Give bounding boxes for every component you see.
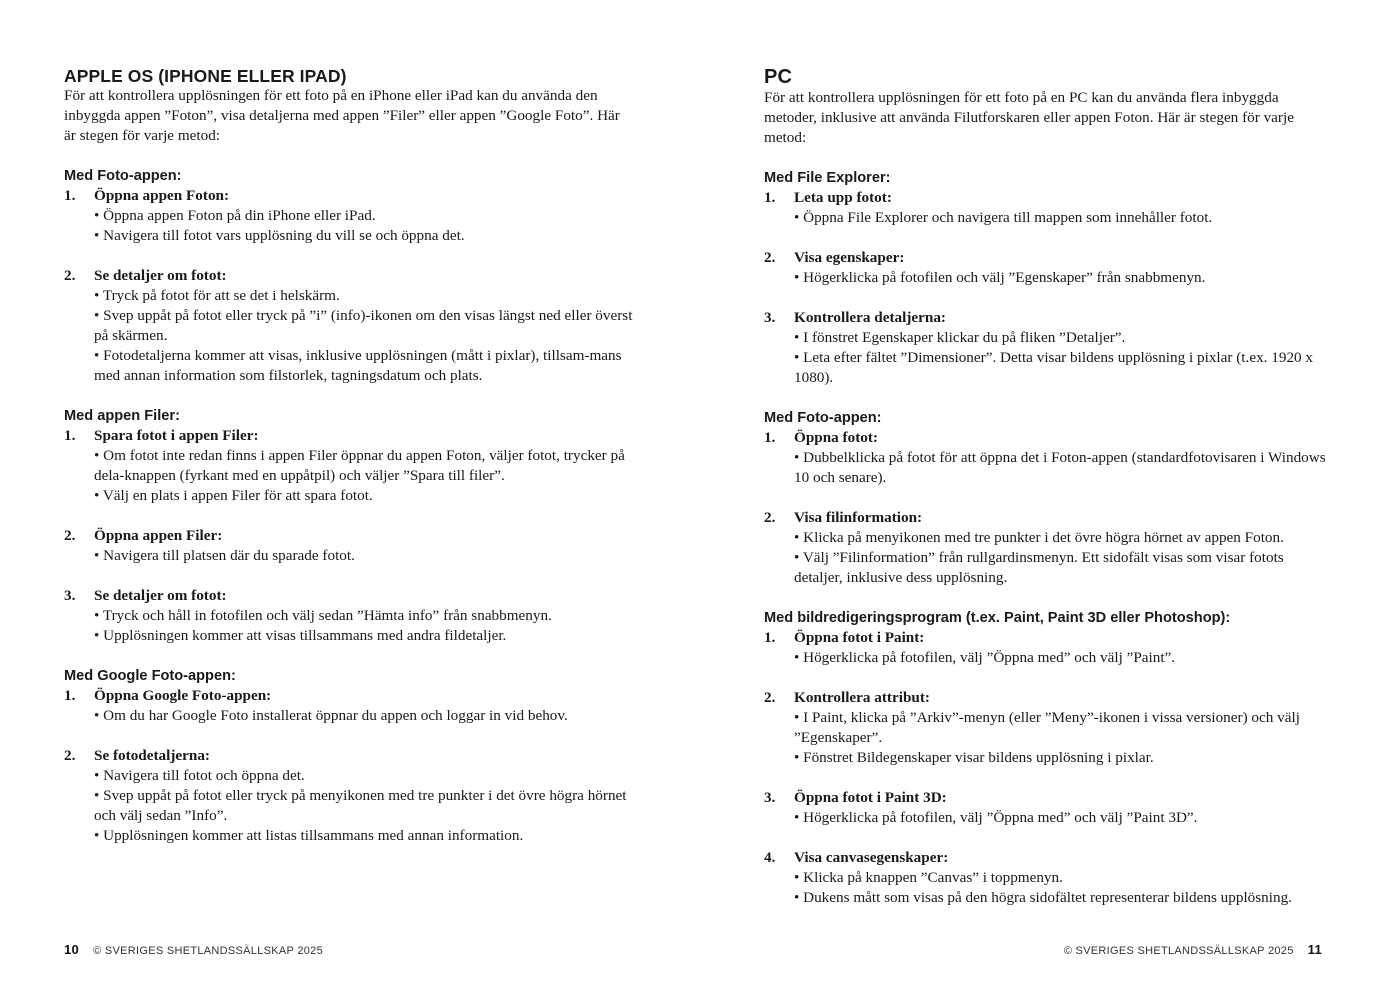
step-title <box>764 248 1334 268</box>
bullet-item: • Navigera till platsen där du sparade fotot. <box>94 546 634 566</box>
step-title-text: Visa canvasegenskaper: <box>794 849 949 866</box>
bullet-item: • Klicka på knappen ”Canvas” i toppmenyn. <box>794 868 1334 888</box>
sections <box>764 168 1334 908</box>
bullet-list <box>64 606 634 646</box>
bullet-list <box>764 448 1334 488</box>
bullet-list <box>64 546 634 566</box>
step-number: 4. <box>764 849 776 866</box>
bullet-item: • Upplösningen kommer att visas tillsammans med andra fildetaljer. <box>94 626 634 646</box>
step <box>64 266 634 386</box>
bullet-list <box>64 286 634 386</box>
step <box>64 186 634 246</box>
step <box>64 586 634 646</box>
step-title <box>764 508 1334 528</box>
step-title <box>764 788 1334 808</box>
section-heading: Med Foto-appen: <box>764 410 882 426</box>
bullet-list <box>764 328 1334 388</box>
bullet-item: • I Paint, klicka på ”Arkiv”-menyn (eller ”Meny”-ikonen i vissa versioner) och välj ”Egenskaper”. <box>794 708 1334 748</box>
bullet-item: • Öppna File Explorer och navigera till mappen som innehåller fotot. <box>794 208 1334 228</box>
step-title-text: Spara fotot i appen Filer: <box>94 427 259 444</box>
step-title <box>64 266 634 286</box>
step-title-text: Leta upp fotot: <box>794 189 892 206</box>
step <box>764 188 1334 228</box>
bullet-item: • Klicka på menyikonen med tre punkter i det övre högra hörnet av appen Foton. <box>794 528 1334 548</box>
section <box>64 166 634 386</box>
section-heading: Med Foto-appen: <box>64 168 182 184</box>
step <box>764 428 1334 488</box>
step-title <box>764 688 1334 708</box>
bullet-item: • Leta efter fältet ”Dimensioner”. Detta visar bildens upplösning i pixlar (t.ex. 1920 x 1080). <box>794 348 1334 388</box>
bullet-item: • Om du har Google Foto installerat öppnar du appen och loggar in vid behov. <box>94 706 634 726</box>
step-number: 2. <box>64 527 76 544</box>
step <box>764 688 1334 768</box>
right-page <box>764 0 1334 981</box>
step-title-text: Öppna fotot i Paint 3D: <box>794 789 947 806</box>
bullet-item: • Högerklicka på fotofilen, välj ”Öppna med” och välj ”Paint”. <box>794 648 1334 668</box>
step-title <box>764 628 1334 648</box>
bullet-item: • Navigera till fotot och öppna det. <box>94 766 634 786</box>
step-number: 2. <box>64 267 76 284</box>
bullet-item: • Fotodetaljerna kommer att visas, inklusive upplösningen (mått i pixlar), tillsam-mans med annan information som filstorlek, tagningsdatum och plats. <box>94 346 634 386</box>
bullet-list <box>764 868 1334 908</box>
step-number: 3. <box>64 587 76 604</box>
copyright-text: © SVERIGES SHETLANDSSÄLLSKAP 2025 <box>1063 945 1294 957</box>
bullet-item: • Dubbelklicka på fotot för att öppna det i Foton-appen (standardfotovisaren i Windows 10 och senare). <box>794 448 1334 488</box>
step <box>764 308 1334 388</box>
bullet-list <box>764 208 1334 228</box>
step-title <box>64 686 634 706</box>
bullet-item: • Upplösningen kommer att listas tillsammans med annan information. <box>94 826 634 846</box>
bullet-list <box>64 446 634 506</box>
step-number: 3. <box>764 309 776 326</box>
bullet-item: • I fönstret Egenskaper klickar du på fliken ”Detaljer”. <box>794 328 1334 348</box>
intro-paragraph: För att kontrollera upplösningen för ett foto på en iPhone eller iPad kan du använda den inbyggda appen ”Foton”, visa detaljerna med appen ”Filer” eller appen ”Google Foto”. Här är stegen för varje metod: <box>64 87 620 144</box>
page-title: APPLE OS (IPHONE ELLER IPAD) <box>64 66 347 86</box>
step-title-text: Öppna appen Foton: <box>94 187 230 204</box>
bullet-list <box>764 528 1334 588</box>
bullet-item: • Svep uppåt på fotot eller tryck på menyikonen med tre punkter i det övre högra hörnet och välj sedan ”Info”. <box>94 786 634 826</box>
copyright-text: © SVERIGES SHETLANDSSÄLLSKAP 2025 <box>93 945 324 957</box>
step-title-text: Se detaljer om fotot: <box>94 587 227 604</box>
step-number: 1. <box>764 629 776 646</box>
step-title-text: Se fotodetaljerna: <box>94 747 210 764</box>
step-title <box>764 428 1334 448</box>
bullet-list <box>64 706 634 726</box>
step <box>64 426 634 506</box>
step <box>764 848 1334 908</box>
step-number: 3. <box>764 789 776 806</box>
step-title-text: Kontrollera detaljerna: <box>794 309 946 326</box>
step <box>764 248 1334 288</box>
step-title-text: Visa egenskaper: <box>794 249 905 266</box>
bullet-list <box>764 268 1334 288</box>
step-number: 2. <box>764 509 776 526</box>
footer-right <box>1064 942 1322 959</box>
step-title <box>764 308 1334 328</box>
step-title <box>764 848 1334 868</box>
bullet-item: • Navigera till fotot vars upplösning du vill se och öppna det. <box>94 226 634 246</box>
bullet-item: • Öppna appen Foton på din iPhone eller iPad. <box>94 206 634 226</box>
step <box>764 508 1334 588</box>
step <box>64 526 634 566</box>
step-title-text: Visa filinformation: <box>794 509 923 526</box>
step-number: 2. <box>764 689 776 706</box>
step-title <box>64 426 634 446</box>
step-title-text: Öppna fotot i Paint: <box>794 629 925 646</box>
section-heading: Med File Explorer: <box>764 170 891 186</box>
page-number: 10 <box>64 942 80 957</box>
bullet-item: • Välj en plats i appen Filer för att spara fotot. <box>94 486 634 506</box>
bullet-item: • Välj ”Filinformation” från rullgardinsmenyn. Ett sidofält visas som visar fotots detaljer, inklusive dess upplösning. <box>794 548 1334 588</box>
step-number: 1. <box>64 187 76 204</box>
step <box>764 788 1334 828</box>
step <box>764 628 1334 668</box>
step-title-text: Öppna Google Foto-appen: <box>94 687 272 704</box>
bullet-list <box>64 206 634 246</box>
step-title-text: Öppna appen Filer: <box>94 527 223 544</box>
step <box>64 746 634 846</box>
section <box>64 406 634 646</box>
step-number: 2. <box>64 747 76 764</box>
section <box>764 408 1334 588</box>
footer-left <box>64 942 323 959</box>
bullet-item: • Fönstret Bildegenskaper visar bildens upplösning i pixlar. <box>794 748 1334 768</box>
section <box>764 608 1334 908</box>
section-heading: Med bildredigeringsprogram (t.ex. Paint, Paint 3D eller Photoshop): <box>764 610 1231 626</box>
bullet-list <box>64 766 634 846</box>
section <box>764 168 1334 388</box>
bullet-item: • Tryck och håll in fotofilen och välj sedan ”Hämta info” från snabbmenyn. <box>94 606 634 626</box>
step-title <box>764 188 1334 208</box>
step-number: 1. <box>64 427 76 444</box>
bullet-item: • Högerklicka på fotofilen och välj ”Egenskaper” från snabbmenyn. <box>794 268 1334 288</box>
section-heading: Med appen Filer: <box>64 408 180 424</box>
bullet-item: • Dukens mått som visas på den högra sidofältet representerar bildens upplösning. <box>794 888 1334 908</box>
section <box>64 666 634 846</box>
bullet-list <box>764 808 1334 828</box>
section-heading: Med Google Foto-appen: <box>64 668 236 684</box>
bullet-item: • Om fotot inte redan finns i appen Filer öppnar du appen Foton, väljer fotot, trycker på dela-knappen (fyrkant med en uppåtpil) och väljer ”Spara till filer”. <box>94 446 634 486</box>
left-page <box>64 0 634 981</box>
bullet-item: • Tryck på fotot för att se det i helskärm. <box>94 286 634 306</box>
step-number: 1. <box>764 429 776 446</box>
intro-paragraph: För att kontrollera upplösningen för ett foto på en PC kan du använda flera inbyggda metoder, inklusive att använda Filutforskaren eller appen Foton. Här är stegen för varje metod: <box>764 89 1294 146</box>
step-number: 2. <box>764 249 776 266</box>
step-title <box>64 746 634 766</box>
bullet-item: • Svep uppåt på fotot eller tryck på ”i” (info)-ikonen om den visas längst ned eller överst på skärmen. <box>94 306 634 346</box>
page-number: 11 <box>1307 942 1322 957</box>
step-title <box>64 186 634 206</box>
bullet-list <box>764 708 1334 768</box>
step-number: 1. <box>764 189 776 206</box>
bullet-list <box>764 648 1334 668</box>
step-title <box>64 586 634 606</box>
step-title-text: Kontrollera attribut: <box>794 689 930 706</box>
sections <box>64 166 634 846</box>
page-title: PC <box>764 66 792 88</box>
step-number: 1. <box>64 687 76 704</box>
step <box>64 686 634 726</box>
bullet-item: • Högerklicka på fotofilen, välj ”Öppna med” och välj ”Paint 3D”. <box>794 808 1334 828</box>
step-title-text: Öppna fotot: <box>794 429 878 446</box>
step-title-text: Se detaljer om fotot: <box>94 267 227 284</box>
step-title <box>64 526 634 546</box>
